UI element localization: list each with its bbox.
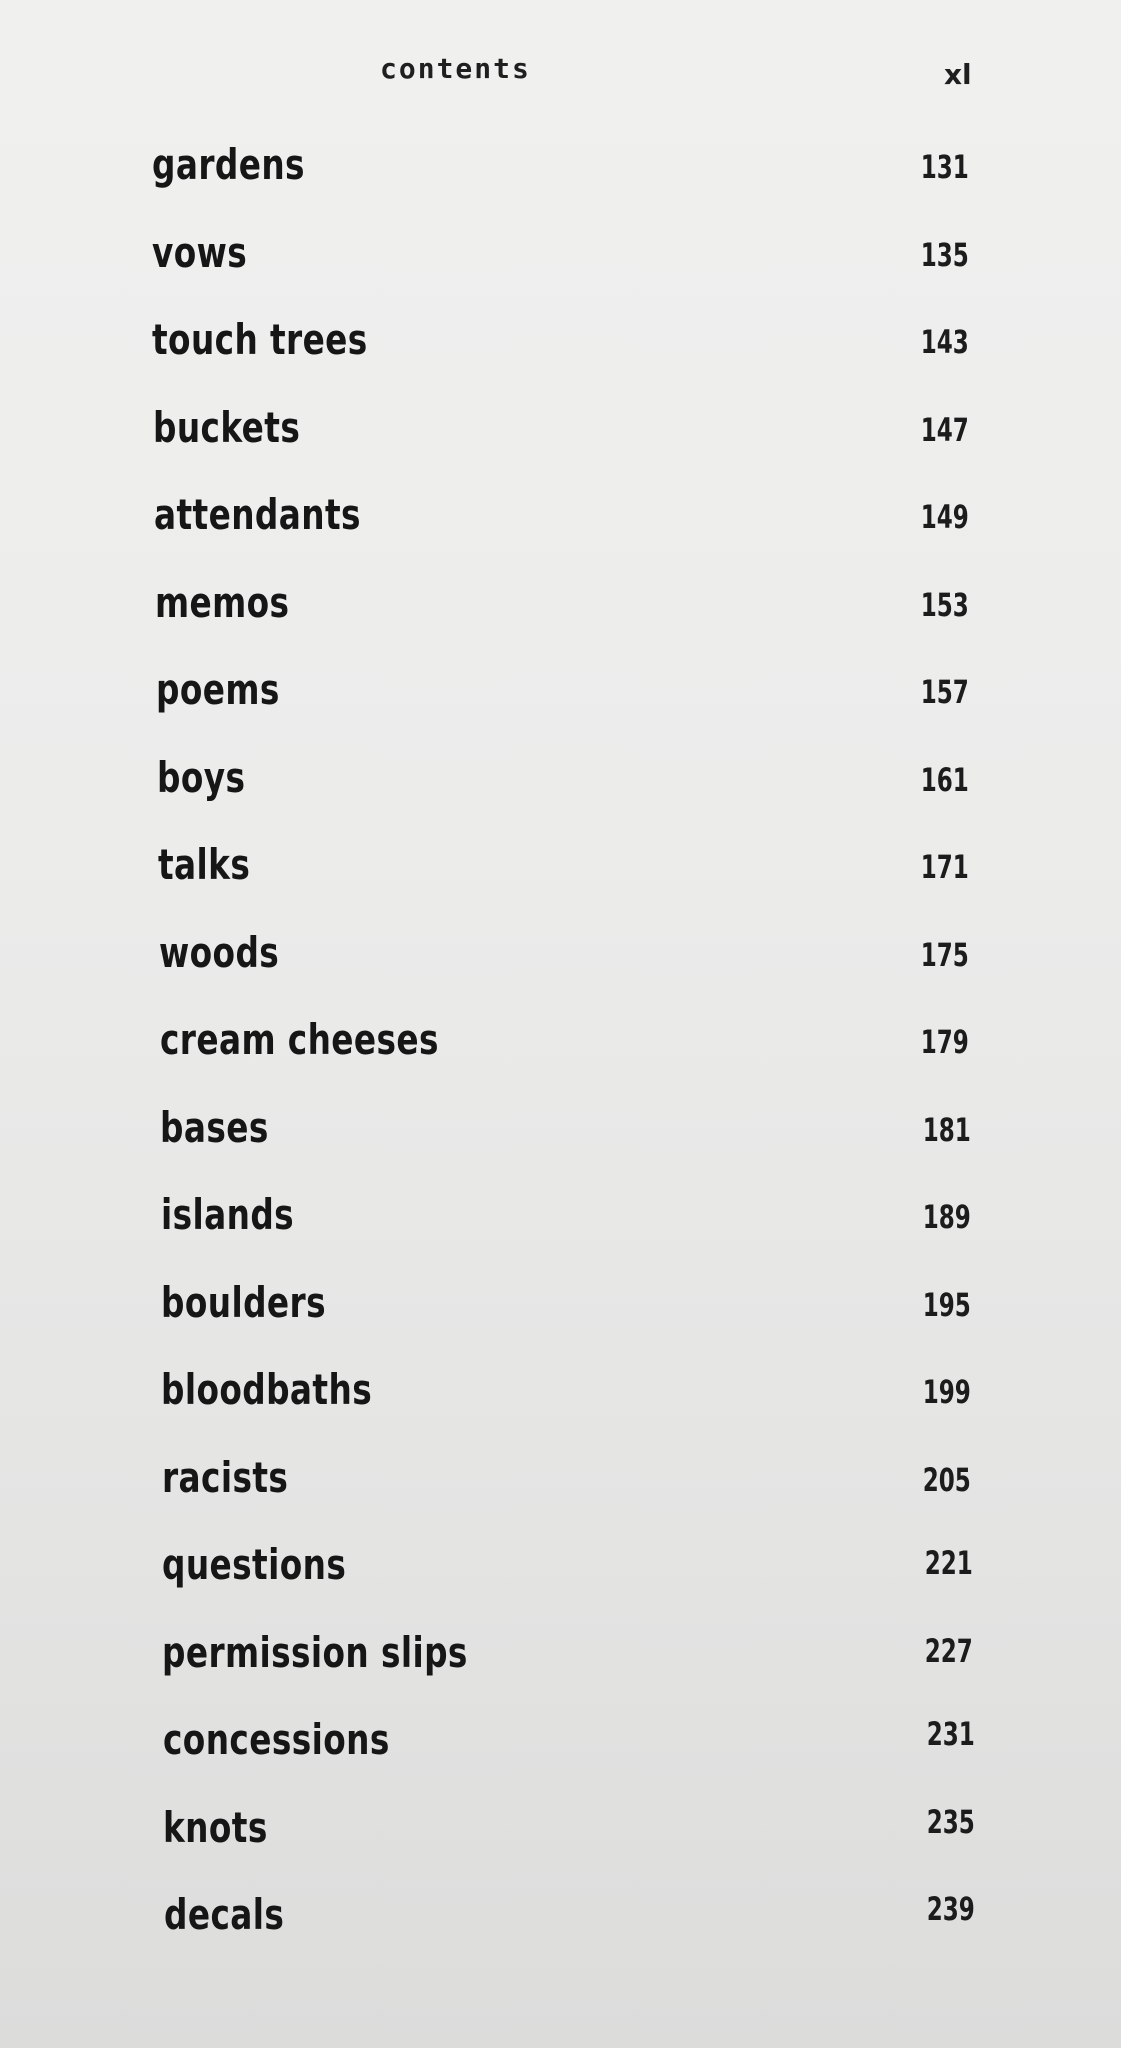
toc-entry-page: 239 <box>926 1890 975 1928</box>
toc-entry <box>0 1178 1121 1266</box>
toc-entry <box>0 566 1121 654</box>
toc-entry-page: 149 <box>920 498 969 536</box>
toc-entry-page: 195 <box>922 1285 971 1324</box>
toc-entry <box>0 1878 1121 1966</box>
toc-entry <box>0 1441 1121 1529</box>
toc-entry-page: 231 <box>926 1715 975 1753</box>
toc-entry-page: 153 <box>920 585 969 624</box>
toc-entry <box>0 1528 1121 1616</box>
toc-entry <box>0 916 1121 1004</box>
toc-entry <box>0 391 1121 479</box>
toc-entry <box>0 1266 1121 1354</box>
toc-entry <box>0 653 1121 741</box>
toc-entry-title: gardens <box>152 140 305 189</box>
toc-entry <box>0 1616 1121 1704</box>
toc-entry-page: 171 <box>920 848 969 886</box>
toc-entry-title: woods <box>159 927 280 977</box>
page-number: xl <box>944 58 972 91</box>
toc-entry <box>0 128 1121 216</box>
toc-entry <box>0 1353 1121 1441</box>
toc-entry-page: 221 <box>924 1544 973 1582</box>
toc-entry-title: boulders <box>161 1277 326 1327</box>
toc-entry-title: memos <box>155 577 290 627</box>
table-of-contents <box>0 128 1121 1966</box>
toc-entry-title: cream cheeses <box>160 1015 439 1064</box>
toc-entry <box>0 303 1121 391</box>
toc-entry-title: attendants <box>154 490 361 539</box>
toc-entry-title: questions <box>162 1540 347 1589</box>
running-head: contents <box>380 52 531 85</box>
toc-entry-page: 147 <box>920 410 969 449</box>
toc-entry-page: 179 <box>920 1023 969 1061</box>
toc-entry-title: concessions <box>163 1715 390 1764</box>
toc-entry <box>0 216 1121 304</box>
toc-entry <box>0 828 1121 916</box>
toc-entry-title: poems <box>156 665 280 714</box>
toc-entry <box>0 478 1121 566</box>
toc-entry-page: 143 <box>920 323 969 361</box>
toc-entry-page: 199 <box>922 1373 971 1411</box>
toc-entry-title: knots <box>163 1802 268 1852</box>
toc-entry-page: 175 <box>920 935 969 974</box>
toc-entry-page: 181 <box>922 1110 971 1149</box>
toc-entry-title: boys <box>157 752 246 802</box>
toc-entry-title: touch trees <box>152 315 368 364</box>
toc-entry-page: 135 <box>920 235 969 274</box>
toc-entry-page: 161 <box>920 760 969 799</box>
toc-entry <box>0 1791 1121 1879</box>
toc-entry-title: decals <box>164 1890 285 1939</box>
toc-entry-page: 205 <box>922 1460 971 1499</box>
toc-entry-page: 227 <box>924 1631 973 1670</box>
toc-entry <box>0 1003 1121 1091</box>
toc-entry <box>0 1703 1121 1791</box>
toc-entry-title: racists <box>162 1452 289 1502</box>
toc-entry <box>0 1091 1121 1179</box>
toc-entry-page: 131 <box>920 148 969 186</box>
toc-entry-title: buckets <box>153 402 301 452</box>
toc-entry <box>0 741 1121 829</box>
toc-entry-title: permission slips <box>162 1627 468 1677</box>
toc-entry-title: bloodbaths <box>161 1365 373 1414</box>
toc-entry-title: bases <box>160 1102 269 1152</box>
toc-entry-page: 189 <box>922 1198 971 1236</box>
toc-entry-title: islands <box>161 1190 295 1239</box>
toc-entry-page: 157 <box>920 673 969 711</box>
toc-entry-title: talks <box>158 840 251 889</box>
toc-entry-page: 235 <box>926 1802 975 1841</box>
toc-entry-title: vows <box>152 227 248 277</box>
